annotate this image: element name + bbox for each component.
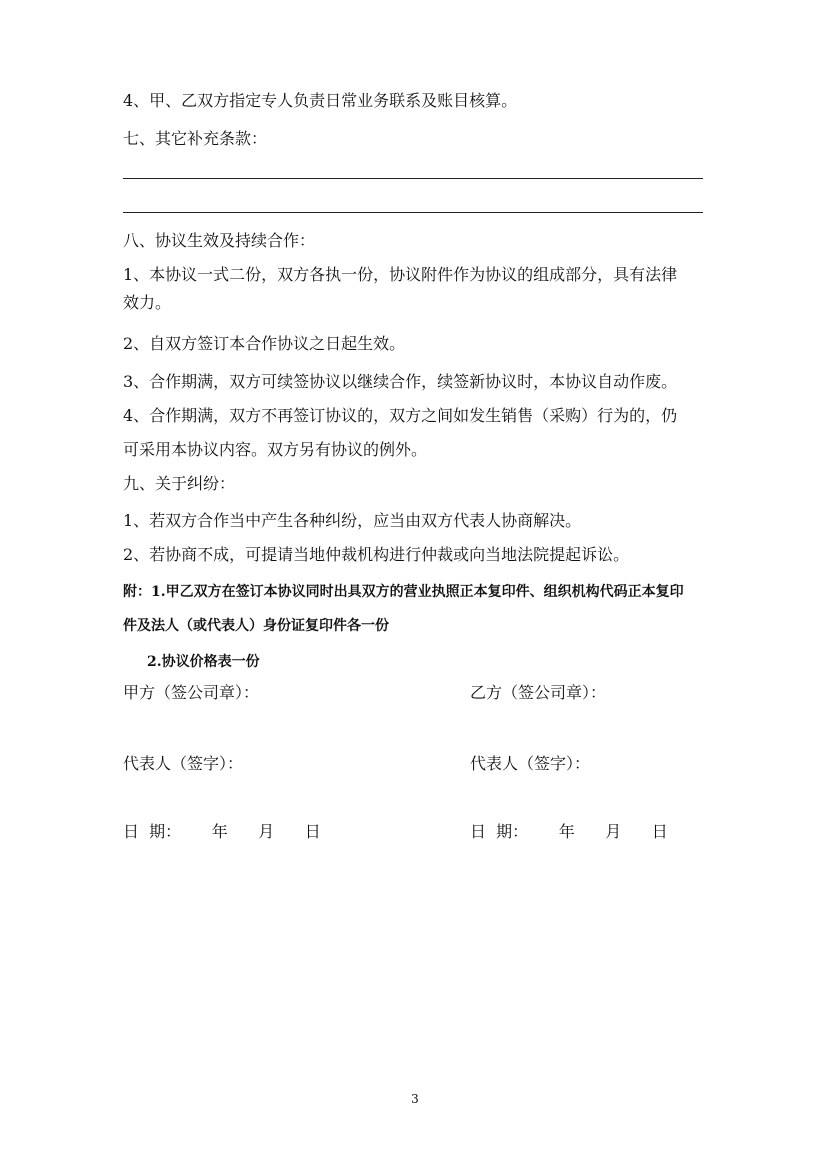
clause-text: 4、甲、乙双方指定专人负责日常业务联系及账目核算。 bbox=[123, 91, 518, 110]
clause-text: 效力。 bbox=[123, 293, 172, 312]
appendix-text: 件及法人（或代表人）身份证复印件各一份 bbox=[123, 618, 389, 634]
clause-text: 4、合作期满，双方不再签订协议的，双方之间如发生销售（采购）行为的，仍 bbox=[123, 406, 678, 425]
party-a-rep: 代表人（签字）： bbox=[123, 754, 244, 773]
section-heading: 七、其它补充条款： bbox=[123, 129, 268, 148]
clause-text: 1、本协议一式二份，双方各执一份，协议附件作为协议的组成部分，具有法律 bbox=[123, 265, 678, 284]
clause-text: 3、合作期满，双方可续签协议以继续合作，续签新协议时，本协议自动作废。 bbox=[123, 372, 678, 391]
party-b-rep: 代表人（签字）： bbox=[470, 754, 591, 773]
clause-text: 2、自双方签订本合作协议之日起生效。 bbox=[123, 334, 406, 353]
section-heading: 九、关于纠纷： bbox=[123, 474, 236, 493]
appendix-text: 2.协议价格表一份 bbox=[147, 654, 260, 670]
blank-line bbox=[123, 212, 703, 213]
party-a-seal: 甲方（签公司章）： bbox=[123, 683, 260, 702]
party-b-date: 日 期： 年 月 日 bbox=[470, 822, 668, 841]
party-a-date: 日 期： 年 月 日 bbox=[123, 822, 321, 841]
page-number: 3 bbox=[411, 1092, 419, 1106]
party-b-seal: 乙方（签公司章）： bbox=[470, 683, 607, 702]
appendix-text: 附：1.甲乙双方在签订本协议同时出具双方的营业执照正本复印件、组织机构代码正本复印 bbox=[123, 584, 684, 600]
blank-line bbox=[123, 178, 703, 179]
clause-text: 可采用本协议内容。双方另有协议的例外。 bbox=[123, 440, 428, 459]
section-heading: 八、协议生效及持续合作： bbox=[123, 231, 316, 250]
clause-text: 1、若双方合作当中产生各种纠纷，应当由双方代表人协商解决。 bbox=[123, 511, 582, 530]
clause-text: 2、若协商不成，可提请当地仲裁机构进行仲裁或向当地法院提起诉讼。 bbox=[123, 545, 630, 564]
